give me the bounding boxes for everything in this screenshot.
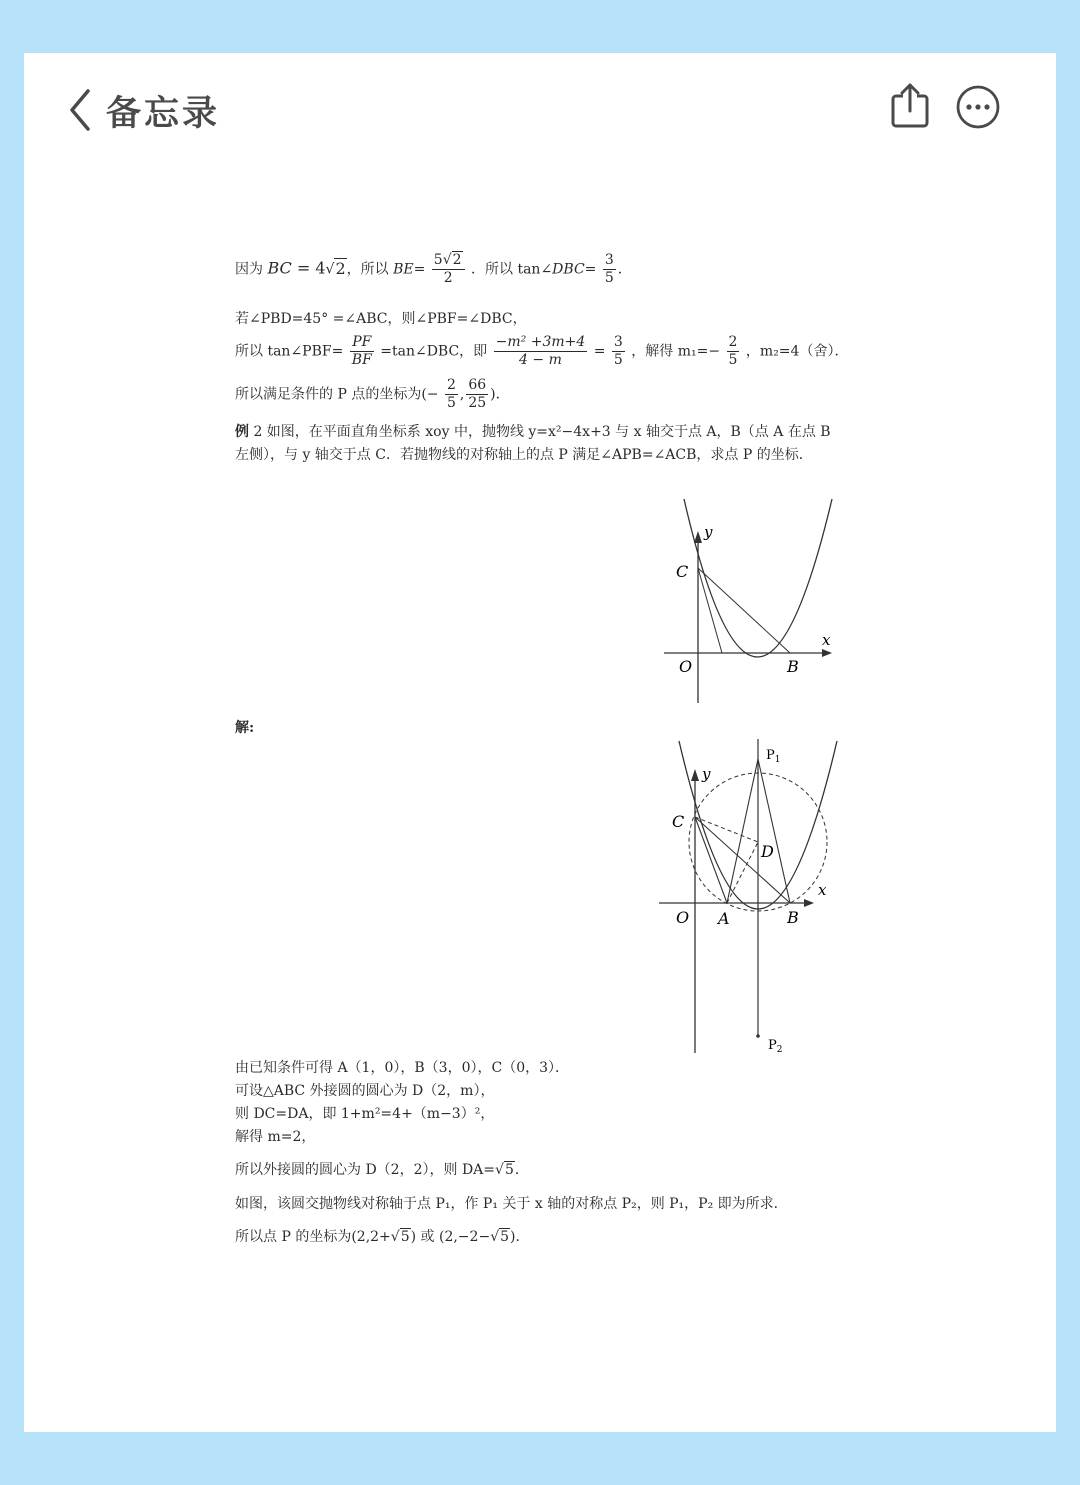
label-p1 (766, 748, 780, 765)
x-axis-arrow (804, 899, 814, 907)
segment-b-p1 (758, 759, 790, 903)
text: = (593, 343, 606, 360)
figure-parabola-1 (654, 495, 844, 710)
num: 66 (468, 377, 487, 393)
num: 2 (446, 377, 456, 393)
num: 2 (728, 334, 738, 350)
fraction-2-5 (727, 334, 740, 369)
line-point-p-coordinate (235, 377, 510, 412)
text: ，所以 (346, 261, 394, 278)
var-dbc: DBC (552, 261, 585, 278)
var-be: BE (393, 261, 414, 278)
num: PF (350, 334, 374, 352)
label-o: O (679, 657, 693, 676)
sqrt-radicand: 5 (504, 1162, 514, 1178)
sqrt-radicand: 5 (400, 1229, 410, 1245)
fraction-5root2-over-2: $\frac{5√2}{2}$ (432, 252, 465, 287)
segment-cb (698, 568, 790, 653)
den: 25 (468, 395, 487, 411)
note-page (24, 53, 1056, 1432)
label-x: x (822, 631, 831, 649)
example-text: 2 如图，在平面直角坐标系 xoy 中，抛物线 y=x²−4x+3 与 x 轴交于点 A，B（点 A 在点 B 左侧），与 y 轴交于点 C．若抛物线的对称轴上的点 P 满足∠APB=∠ACB，求点 P 的坐标． (235, 424, 831, 463)
text: ，m₂=4（舍）． (745, 343, 849, 360)
label-p1-letter: P (766, 748, 775, 763)
text: = 4 (291, 258, 326, 278)
solution-line-6: 如图，该圆交抛物线对称轴于点 P₁，作 P₁ 关于 x 轴的对称点 P₂，则 P₁，P₂ 即为所求． (235, 1196, 788, 1212)
sqrt-radicand: 2 (335, 258, 346, 278)
den: BF (351, 352, 372, 368)
segment-ca (695, 817, 727, 903)
label-p2 (768, 1038, 782, 1055)
solution-line-5: 所以外接圆的圆心为 D（2，2），则 DA=√5． (235, 1162, 529, 1178)
text: 所以 tan∠PBF= (235, 343, 344, 360)
label-b: B (787, 908, 799, 927)
label-b: B (787, 657, 799, 676)
label-a: A (718, 909, 730, 928)
fraction-quadratic (494, 334, 588, 369)
label-p2-sub: 2 (776, 1045, 783, 1055)
example-2-statement (235, 421, 847, 467)
text: ．所以 tan∠ (471, 261, 553, 278)
text: 因为 (235, 261, 268, 278)
sqrt-radicand: 2 (452, 252, 462, 268)
x-axis-arrow (822, 649, 832, 657)
segment-ca (698, 568, 722, 653)
line-angle-pbd: 若∠PBD=45° =∠ABC，则∠PBF=∠DBC， (235, 311, 527, 327)
label-c: C (672, 812, 685, 831)
text: 所以点 P 的坐标为(2,2+ (235, 1229, 391, 1245)
fraction-3-over-5 (603, 252, 616, 287)
text: )． (490, 386, 510, 403)
text: ． (617, 261, 632, 278)
text: ，解得 m₁=− (631, 343, 721, 360)
den: 4 − m (519, 352, 562, 368)
line-tan-pbf (235, 334, 848, 369)
figure-parabola-2 (654, 737, 854, 1057)
segment-a-p1 (727, 759, 758, 903)
label-p2-letter: P (768, 1038, 777, 1053)
num: 3 (604, 252, 614, 268)
text: 所以满足条件的 P 点的坐标为(− (235, 386, 439, 403)
label-y: y (702, 765, 711, 783)
text: ． (514, 1162, 529, 1178)
num: 3 (613, 334, 623, 350)
fraction-3-5 (612, 334, 625, 369)
app-title: 备忘录 (106, 94, 221, 134)
solution-label: 解: (235, 720, 255, 736)
label-o: O (676, 908, 690, 927)
solution-line-1: 由已知条件可得 A（1，0），B（3，0），C（0，3）． (235, 1060, 570, 1076)
text: 所以外接圆的圆心为 D（2，2），则 DA= (235, 1162, 496, 1178)
label-c: C (676, 562, 689, 581)
point-p2 (756, 1034, 760, 1038)
den: 5 (728, 352, 738, 368)
den: 5 (604, 270, 614, 286)
segment-ad-dashed (727, 842, 758, 903)
label-p1-sub: 1 (774, 755, 781, 765)
example-label: 例 (235, 424, 249, 440)
den: 2 (443, 270, 453, 286)
solution-line-7: 所以点 P 的坐标为(2,2+√5) 或 (2,−2−√5)． (235, 1229, 530, 1245)
sqrt-radicand: 5 (500, 1229, 510, 1245)
var-bc: BC (267, 258, 292, 278)
den: 5 (446, 395, 456, 411)
text: =tan∠DBC，即 (380, 343, 488, 360)
solution-line-3: 则 DC=DA，即 1+m²=4+（m−3）²， (235, 1106, 495, 1122)
text: = (413, 261, 426, 278)
y-axis-arrow (691, 769, 699, 781)
label-d: D (761, 842, 774, 861)
solution-line-2: 可设△ABC 外接圆的圆心为 D（2，m）， (235, 1083, 495, 1099)
fraction-2-5 (445, 377, 458, 412)
label-x: x (818, 881, 827, 899)
note-content (24, 53, 1056, 1432)
fraction-pf-bf (350, 334, 374, 369)
text: )． (510, 1229, 530, 1245)
label-y: y (704, 523, 713, 541)
y-axis-arrow (694, 531, 702, 543)
fraction-66-25 (466, 377, 488, 412)
text: , (459, 386, 465, 403)
line-bc-be-tan: 因为 BC = 4√2，所以 BE= $\frac{5√2}{2}$ ．所以 tan∠DBC= $\frac{3}{5}$ ． (235, 252, 632, 286)
text: = (584, 261, 597, 278)
den: 5 (613, 352, 623, 368)
num: 5 (433, 252, 443, 268)
text: ) 或 (2,−2− (410, 1229, 491, 1245)
segment-cd-dashed (695, 817, 758, 842)
num: −m² +3m+4 (495, 334, 586, 350)
solution-line-4: 解得 m=2， (235, 1129, 316, 1145)
